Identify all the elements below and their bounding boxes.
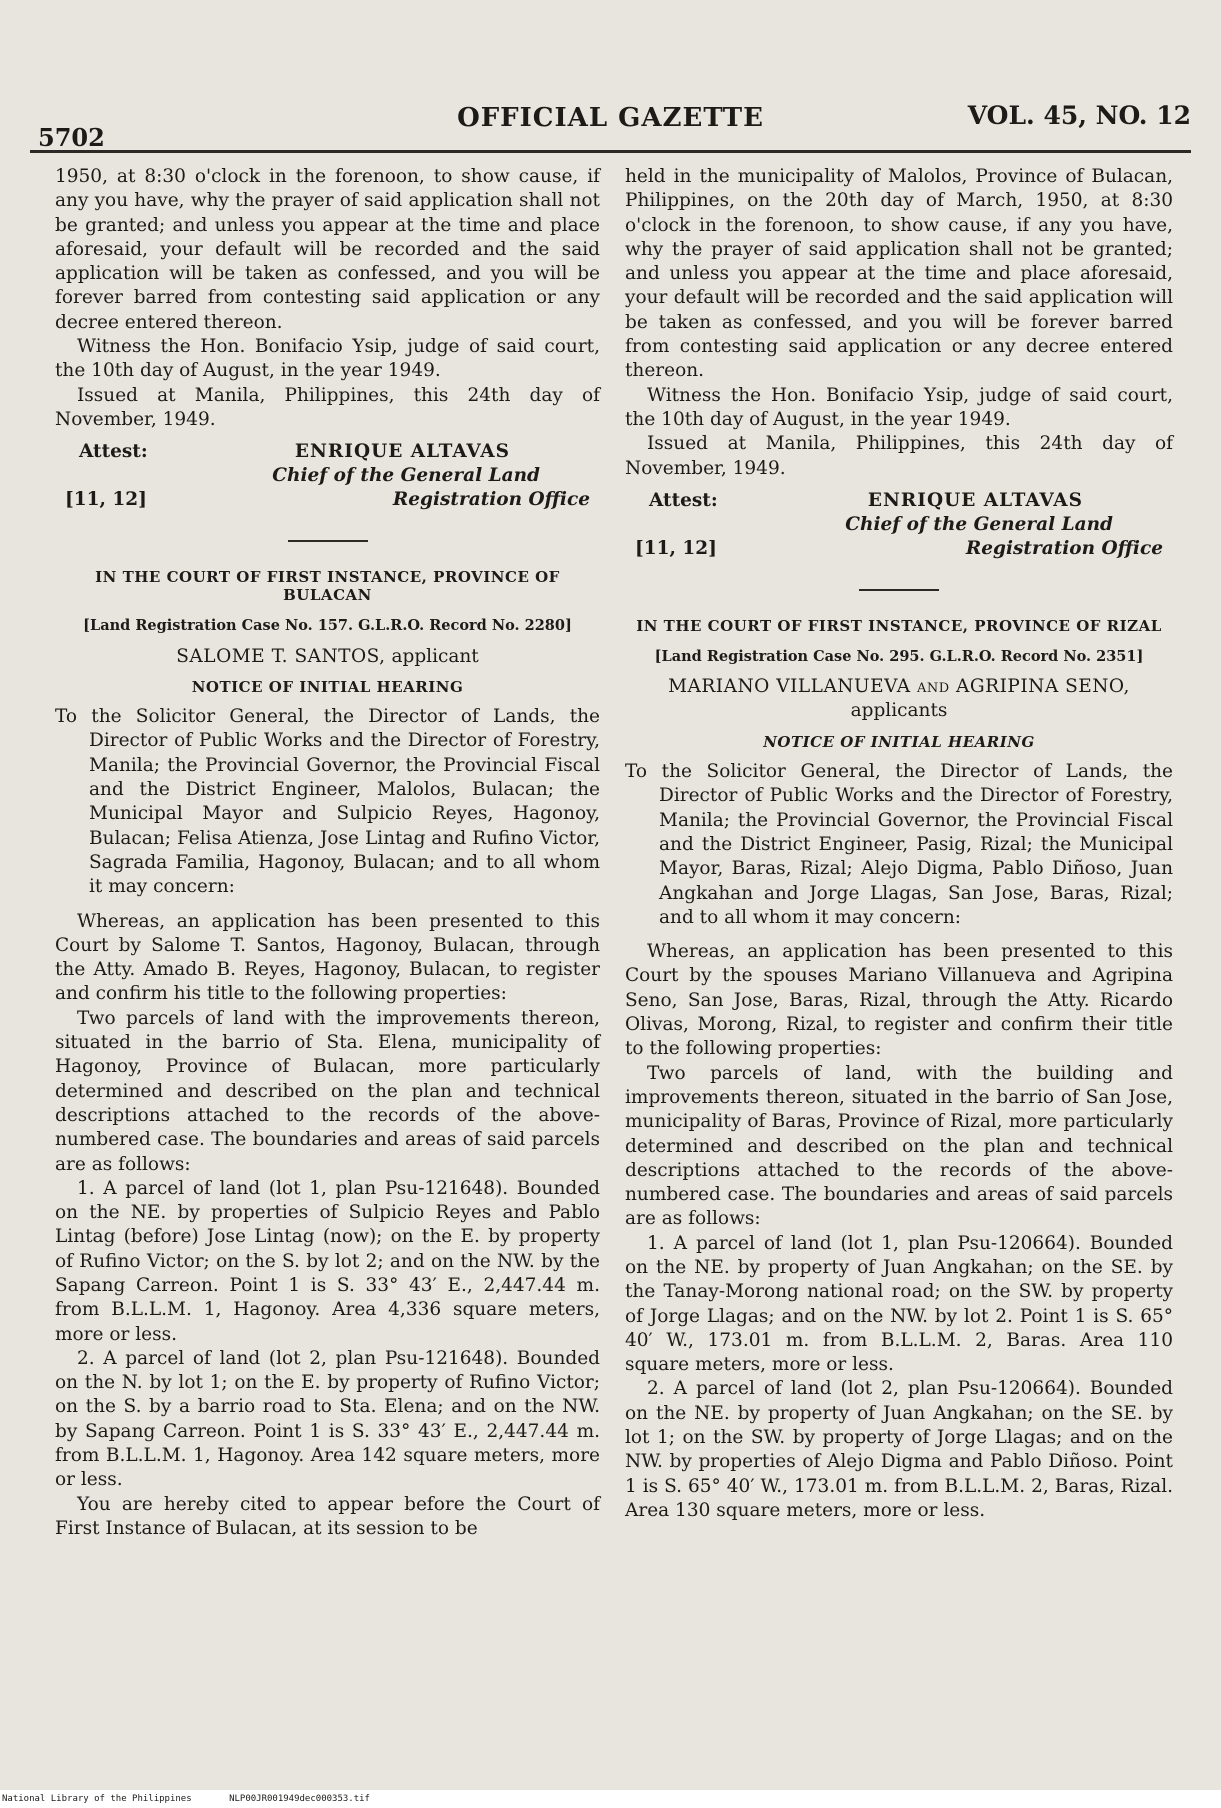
issued-paragraph: Issued at Manila, Philippines, this 24th day of November, 1949. [625, 433, 1173, 479]
applicant-line [625, 675, 1173, 724]
case-reference: [Land Registration Case No. 157. G.L.R.O. Record No. 2280] [83, 617, 572, 635]
notice-heading: NOTICE OF INITIAL HEARING [763, 732, 1035, 751]
applicant-name: MARIANO VILLANUEVA and AGRIPINA SENO, [668, 676, 1130, 698]
parcel-description: 1. A parcel of land (lot 1, plan Psu-120664). Bounded on the NE. by property of Juan Angkahan; on the SE. by the Tanay-Morong national road; on the SW. by property of Jorge Llagas; and on the NW. by lot 2. Point 1 is S. 65° 40′ W., 173.01 m. from B.L.L.M. 2, Baras. Area 110 square meters, more or less. [625, 1232, 1173, 1376]
signer-name: ENRIQUE ALTAVAS [867, 489, 1083, 511]
court-heading: IN THE COURT OF FIRST INSTANCE, PROVINCE OF BULACAN [95, 568, 560, 605]
page-header [30, 95, 1191, 155]
library-credit: National Library of the Philippines [2, 1794, 192, 1804]
issue-reference: [11, 12] [65, 489, 147, 511]
issue-reference: [11, 12] [635, 537, 717, 559]
attestation [55, 436, 600, 512]
paragraph: You are hereby cited to appear before the Court of First Instance of Bulacan, at its session to be [55, 1493, 600, 1539]
paragraph: held in the municipality of Malolos, Province of Bulacan, Philippines, on the 20th day of March, 1950, at 8:30 o'clock in the forenoon, to show cause, if any you have, why the prayer of said application shall not be granted; and unless you appear at the time and place aforesaid, your default will be recorded and the said application will be taken as confessed, and you will be forever barred from contesting said application or any decree entered thereon. [625, 166, 1173, 382]
paragraph: Whereas, an application has been presented to this Court by Salome T. Santos, Hagonoy, Bulacan, through the Atty. Amado B. Reyes, Hagonoy, Bulacan, to register and confirm his title to the following properties: [55, 910, 600, 1005]
paragraph: Two parcels of land with the improvements thereon, situated in the barrio of Sta. Elena, municipality of Hagonoy, Province of Bulacan, more particularly determined and described on the plan and technical descriptions attached to the records of the above-numbered case. The boundaries and areas of said parcels are as follows: [55, 1007, 600, 1175]
attest-label: Attest: [79, 441, 148, 463]
addressee-paragraph: To the Solicitor General, the Director of Lands, the Director of Public Works and the Director of Forestry, Manila; the Provincial Governor, the Provincial Fiscal and the District Engineer, Pasig, Rizal; the Municipal Mayor, Baras, Rizal; Alejo Digma, Pablo Diñoso, Juan Angkahan and Jorge Llagas, San Jose, Baras, Rizal; and to all whom it may concern: [625, 761, 1173, 928]
volume-number: VOL. 45, NO. 12 [967, 101, 1191, 130]
addressee-paragraph: To the Solicitor General, the Director of Lands, the Director of Public Works and the Director of Forestry, Manila; the Provincial Governor, the Provincial Fiscal and the District Engineer, Malolos, Bulacan; the Municipal Mayor and Sulpicio Reyes, Hagonoy, Bulacan; Felisa Atienza, Jose Lintag and Rufino Victor, Sagrada Familia, Hagonoy, Bulacan; and to all whom it may concern: [55, 706, 600, 898]
applicant-line [55, 645, 600, 669]
scan-footer [0, 1790, 1221, 1808]
applicant-name: SALOME T. SANTOS, [176, 645, 386, 667]
section-divider [288, 540, 368, 542]
signer-title: Chief of the General Land [272, 465, 540, 487]
scan-filename: NLP00JR001949dec000353.tif [229, 1794, 370, 1804]
witness-paragraph: Witness the Hon. Bonifacio Ysip, judge of said court, the 10th day of August, in the year 1949. [625, 384, 1173, 430]
applicant-role: applicant [385, 645, 479, 667]
right-column [625, 165, 1173, 1523]
parcel-description: 2. A parcel of land (lot 2, plan Psu-120664). Bounded on the NE. by property of Juan Angkahan; on the SE. by lot 1; on the SW. by property of Jorge Llagas; and on the NW. by properties of Alejo Digma and Pablo Diñoso. Point 1 is S. 65° 40′ W., 173.01 m. from B.L.L.M. 2, Baras, Rizal. Area 130 square meters, more or less. [625, 1378, 1173, 1521]
issued-paragraph: Issued at Manila, Philippines, this 24th day of November, 1949. [55, 384, 600, 430]
notice-heading: NOTICE OF INITIAL HEARING [191, 677, 464, 696]
left-column [55, 165, 600, 1541]
signer-office: Registration Office [392, 489, 590, 511]
witness-paragraph: Witness the Hon. Bonifacio Ysip, judge of said court, the 10th day of August, in the year 1949. [55, 336, 600, 382]
header-rule [30, 150, 1191, 153]
section-divider [859, 589, 939, 591]
publication-title: OFFICIAL GAZETTE [457, 103, 764, 133]
attestation [625, 485, 1173, 561]
signer-name: ENRIQUE ALTAVAS [294, 441, 510, 463]
signer-office: Registration Office [965, 537, 1163, 559]
court-heading: IN THE COURT OF FIRST INSTANCE, PROVINCE OF RIZAL [636, 616, 1162, 635]
case-reference: [Land Registration Case No. 295. G.L.R.O. Record No. 2351] [654, 647, 1144, 665]
paragraph: Two parcels of land, with the building and improvements thereon, situated in the barrio of San Jose, municipality of Baras, Province of Rizal, more particularly determined and described on the plan and technical descriptions attached to the records of the above-numbered case. The boundaries and areas of said parcels are as follows: [625, 1062, 1173, 1230]
page-number: 5702 [38, 123, 105, 152]
parcel-description: 1. A parcel of land (lot 1, plan Psu-121648). Bounded on the NE. by properties of Sulpicio Reyes and Pablo Lintag (before) Jose Lintag (now); on the E. by property of Rufino Victor; on the S. by lot 2; and on the NW. by the Sapang Carreon. Point 1 is S. 33° 43′ E., 2,447.44 m. from B.L.L.M. 1, Hagonoy. Area 4,336 square meters, more or less. [55, 1177, 600, 1345]
attest-label: Attest: [649, 489, 718, 511]
applicant-role: applicants [850, 700, 948, 722]
signer-title: Chief of the General Land [845, 513, 1113, 535]
paragraph: 1950, at 8:30 o'clock in the forenoon, to show cause, if any you have, why the prayer of said application shall not be granted; and unless you appear at the time and place aforesaid, your default will be recorded and the said application will be taken as confessed, and you will be forever barred from contesting said application or any decree entered thereon. [55, 166, 600, 333]
parcel-description: 2. A parcel of land (lot 2, plan Psu-121648). Bounded on the N. by lot 1; on the E. by property of Rufino Victor; on the S. by a barrio road to Sta. Elena; and on the NW. by Sapang Carreon. Point 1 is S. 33° 43′ E., 2,447.44 m. from B.L.L.M. 1, Hagonoy. Area 142 square meters, more or less. [55, 1347, 600, 1491]
paragraph: Whereas, an application has been presented to this Court by the spouses Mariano Villanueva and Agripina Seno, San Jose, Baras, Rizal, through the Atty. Ricardo Olivas, Morong, Rizal, to register and confirm their title to the following properties: [625, 941, 1173, 1060]
